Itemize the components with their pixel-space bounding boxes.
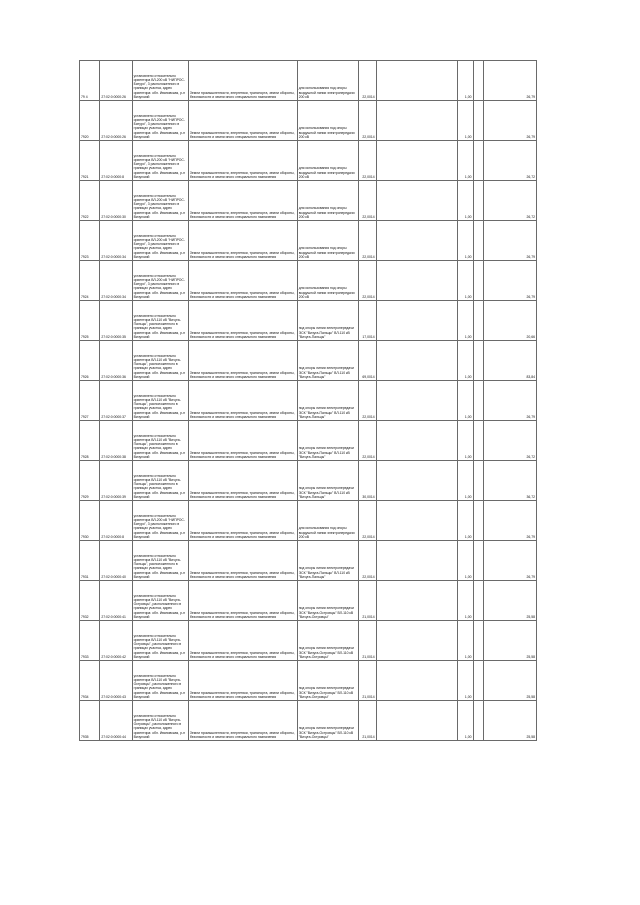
- land-category: Земли промышленности, энергетики, транспорта, земли обороны, безопасности и земли иного специального назначения: [188, 701, 297, 741]
- empty-cell: [376, 581, 457, 621]
- land-category: Земли промышленности, энергетики, транспорта, земли обороны, безопасности и земли иного специального назначения: [188, 141, 297, 181]
- rate-value: 83,84: [484, 341, 537, 381]
- location-description: установлено относительно ориентира ВЛ-110 кВ "Вичуга-Пальцы", расположенного в границах участка, адрес ориентира: обл. Ивановская, р-н Вичугский: [132, 341, 188, 381]
- land-category: Земли промышленности, энергетики, транспорта, земли обороны, безопасности и земли иного специального назначения: [188, 101, 297, 141]
- empty-cell: [376, 221, 457, 261]
- permitted-use: под опоры линии электропередачи ЭСК "Вичуга-Пальцы" ВЛ-110 кВ "Вичуга-Пальцы": [297, 421, 358, 461]
- location-description: установлено относительно ориентира ВЛ-200 кВ "НИПРОС-Батуро", 3 расположенного в границах участка, адрес ориентира: обл. Ивановская, р-н Вичугский: [132, 261, 188, 301]
- share-value: 1,00: [457, 621, 473, 661]
- empty-cell: [473, 61, 484, 101]
- share-value: 1,00: [457, 61, 473, 101]
- cadastral-number: 27:02:0:0000:36: [100, 341, 132, 381]
- cadastral-number: 27:02:0:0000:38: [100, 421, 132, 461]
- location-description: установлено относительно ориентира ВЛ-200 кВ "НИПРОС-Батуро", 3 расположенного в границах участка, адрес ориентира: обл. Ивановская, р-н Вичугский: [132, 141, 188, 181]
- share-value: 1,00: [457, 541, 473, 581]
- table-row: [80, 381, 537, 421]
- location-description: установлено относительно ориентира ВЛ-200 кВ "НИПРОС-Батуро", 3 расположенного в границах участка, адрес ориентира: обл. Ивановская, р-н Вичугский: [132, 501, 188, 541]
- rate-value: 26,79: [484, 541, 537, 581]
- cadastral-number: 27:02:0:0000:26: [100, 101, 132, 141]
- row-number: 7922: [80, 181, 100, 221]
- permitted-use: под опоры линии электропередачи ЭСК "Вичуга-Островцы" ВЛ-110 кВ "Вичуга-Островцы": [297, 701, 358, 741]
- row-number: 7923: [80, 221, 100, 261]
- permitted-use: для использования под опоры воздушной линии электропередачи 200 кВ: [297, 181, 358, 221]
- location-description: установлено относительно ориентира ВЛ-110 кВ "Вичуга-Пальцы", расположенного в границах участка, адрес ориентира: обл. Ивановская, р-н Вичугский: [132, 541, 188, 581]
- row-number: 79 4: [80, 61, 100, 101]
- location-description: установлено относительно ориентира ВЛ-110 кВ "Вичуга-Островцы", расположенного в границах участка, адрес ориентира: обл. Ивановская, р-н Вичугский: [132, 661, 188, 701]
- land-category: Земли промышленности, энергетики, транспорта, земли обороны, безопасности и земли иного специального назначения: [188, 661, 297, 701]
- location-description: установлено относительно ориентира ВЛ-200 кВ "НИПРОС-Батуро", 3 расположенного в границах участка, адрес ориентира: обл. Ивановская, р-н Вичугский: [132, 221, 188, 261]
- permitted-use: для использования под опоры воздушной линии электропередачи 200 кВ: [297, 61, 358, 101]
- rate-value: 25,58: [484, 661, 537, 701]
- share-value: 1,00: [457, 501, 473, 541]
- table-row: [80, 301, 537, 341]
- empty-cell: [376, 101, 457, 141]
- row-number: 7934: [80, 661, 100, 701]
- permitted-use: под опоры линии электропередачи ЭСК "Вичуга-Островцы" ВЛ-110 кВ "Вичуга-Островцы": [297, 661, 358, 701]
- land-registry-table: [79, 60, 537, 741]
- empty-cell: [473, 381, 484, 421]
- rate-value: 25,58: [484, 621, 537, 661]
- land-category: Земли промышленности, энергетики, транспорта, земли обороны, безопасности и земли иного специального назначения: [188, 221, 297, 261]
- empty-cell: [473, 301, 484, 341]
- permitted-use: под опоры линии электропередачи ЭСК "Вичуга-Пальцы" ВЛ-110 кВ "Вичуга-Пальцы": [297, 341, 358, 381]
- row-number: 7920: [80, 101, 100, 141]
- rate-value: 26,72: [484, 421, 537, 461]
- empty-cell: [473, 141, 484, 181]
- area-value: 21,0014: [358, 661, 376, 701]
- row-number: 7926: [80, 341, 100, 381]
- cadastral-number: 27:02:0:0000:39: [100, 461, 132, 501]
- share-value: 1,00: [457, 581, 473, 621]
- cadastral-number: 27:02:0:0000:41: [100, 581, 132, 621]
- row-number: 7921: [80, 141, 100, 181]
- location-description: установлено относительно ориентира ВЛ-200 кВ "НИПРОС-Батуро", 3 расположенного в границах участка, адрес ориентира: обл. Ивановская, р-н Вичугский: [132, 181, 188, 221]
- empty-cell: [376, 461, 457, 501]
- land-category: Земли промышленности, энергетики, транспорта, земли обороны, безопасности и земли иного специального назначения: [188, 341, 297, 381]
- empty-cell: [376, 301, 457, 341]
- permitted-use: для использования под опоры воздушной линии электропередачи 200 кВ: [297, 221, 358, 261]
- empty-cell: [473, 701, 484, 741]
- land-category: Земли промышленности, энергетики, транспорта, земли обороны, безопасности и земли иного специального назначения: [188, 581, 297, 621]
- rate-value: 26,79: [484, 501, 537, 541]
- table-row: [80, 461, 537, 501]
- land-category: Земли промышленности, энергетики, транспорта, земли обороны, безопасности и земли иного специального назначения: [188, 181, 297, 221]
- location-description: установлено относительно ориентира ВЛ-110 кВ "Вичуга-Пальцы", расположенного в границах участка, адрес ориентира: обл. Ивановская, р-н Вичугский: [132, 381, 188, 421]
- row-number: 7929: [80, 461, 100, 501]
- row-number: 7928: [80, 421, 100, 461]
- share-value: 1,00: [457, 141, 473, 181]
- cadastral-number: 27:02:0:0000:44: [100, 701, 132, 741]
- table-row: [80, 141, 537, 181]
- rate-value: 26,79: [484, 381, 537, 421]
- permitted-use: под опоры линии электропередачи ЭСК "Вичуга-Островцы" ВЛ-110 кВ "Вичуга-Островцы": [297, 581, 358, 621]
- empty-cell: [376, 501, 457, 541]
- location-description: установлено относительно ориентира ВЛ-110 кВ "Вичуга-Островцы", расположенного в границах участка, адрес ориентира: обл. Ивановская, р-н Вичугский: [132, 581, 188, 621]
- land-category: Земли промышленности, энергетики, транспорта, земли обороны, безопасности и земли иного специального назначения: [188, 541, 297, 581]
- permitted-use: для использования под опоры воздушной линии электропередачи 200 кВ: [297, 501, 358, 541]
- area-value: 21,0014: [358, 581, 376, 621]
- area-value: 17,0014: [358, 301, 376, 341]
- table-row: [80, 621, 537, 661]
- empty-cell: [473, 541, 484, 581]
- area-value: 22,0014: [358, 501, 376, 541]
- empty-cell: [473, 661, 484, 701]
- table-row: [80, 181, 537, 221]
- cadastral-number: 27:02:0:0000:26: [100, 61, 132, 101]
- table-row: [80, 101, 537, 141]
- rate-value: 26,72: [484, 141, 537, 181]
- area-value: 30,0014: [358, 461, 376, 501]
- rate-value: 25,58: [484, 701, 537, 741]
- row-number: 7930: [80, 501, 100, 541]
- land-registry-body: [80, 61, 537, 741]
- permitted-use: под опоры линии электропередачи ЭСК "Вичуга-Пальцы" ВЛ-110 кВ "Вичуга-Пальцы": [297, 381, 358, 421]
- location-description: установлено относительно ориентира ВЛ-110 кВ "Вичуга-Островцы", расположенного в границах участка, адрес ориентира: обл. Ивановская, р-н Вичугский: [132, 701, 188, 741]
- cadastral-number: 27:02:0:0000:34: [100, 261, 132, 301]
- area-value: 22,0014: [358, 381, 376, 421]
- land-category: Земли промышленности, энергетики, транспорта, земли обороны, безопасности и земли иного специального назначения: [188, 261, 297, 301]
- share-value: 1,00: [457, 101, 473, 141]
- area-value: 69,0014: [358, 341, 376, 381]
- cadastral-number: 27:02:0:0000:42: [100, 621, 132, 661]
- area-value: 21,0014: [358, 621, 376, 661]
- empty-cell: [376, 61, 457, 101]
- permitted-use: под опоры линии электропередачи ЭСК "Вичуга-Пальцы" ВЛ-110 кВ "Вичуга-Пальцы": [297, 461, 358, 501]
- location-description: установлено относительно ориентира ВЛ-110 кВ "Вичуга-Пальцы", расположенного в границах участка, адрес ориентира: обл. Ивановская, р-н Вичугский: [132, 461, 188, 501]
- empty-cell: [473, 261, 484, 301]
- cadastral-number: 27:02:0:0000:30: [100, 181, 132, 221]
- area-value: 22,0014: [358, 181, 376, 221]
- row-number: 7932: [80, 581, 100, 621]
- empty-cell: [473, 461, 484, 501]
- table-row: [80, 221, 537, 261]
- location-description: установлено относительно ориентира ВЛ-110 кВ "Вичуга-Островцы", расположенного в границах участка, адрес ориентира: обл. Ивановская, р-н Вичугский: [132, 621, 188, 661]
- area-value: 22,0014: [358, 101, 376, 141]
- cadastral-number: 27:02:0:0000:8: [100, 141, 132, 181]
- empty-cell: [473, 501, 484, 541]
- table-row: [80, 581, 537, 621]
- land-category: Земли промышленности, энергетики, транспорта, земли обороны, безопасности и земли иного специального назначения: [188, 61, 297, 101]
- share-value: 1,00: [457, 701, 473, 741]
- permitted-use: для использования под опоры воздушной линии электропередачи 200 кВ: [297, 101, 358, 141]
- permitted-use: для использования под опоры воздушной линии электропередачи 200 кВ: [297, 261, 358, 301]
- permitted-use: под опоры линии электропередачи ЭСК "Вичуга-Островцы" ВЛ-110 кВ "Вичуга-Островцы": [297, 621, 358, 661]
- rate-value: 26,79: [484, 221, 537, 261]
- location-description: установлено относительно ориентира ВЛ-110 кВ "Вичуга-Пальцы", расположенного в границах участка, адрес ориентира: обл. Ивановская, р-н Вичугский: [132, 421, 188, 461]
- empty-cell: [473, 421, 484, 461]
- table-row: [80, 501, 537, 541]
- permitted-use: для использования под опоры воздушной линии электропередачи 200 кВ: [297, 141, 358, 181]
- rate-value: 36,72: [484, 461, 537, 501]
- empty-cell: [376, 701, 457, 741]
- empty-cell: [376, 141, 457, 181]
- share-value: 1,00: [457, 261, 473, 301]
- cadastral-number: 27:02:0:0000:37: [100, 381, 132, 421]
- rate-value: 26,79: [484, 61, 537, 101]
- land-category: Земли промышленности, энергетики, транспорта, земли обороны, безопасности и земли иного специального назначения: [188, 301, 297, 341]
- empty-cell: [473, 181, 484, 221]
- rate-value: 25,58: [484, 581, 537, 621]
- empty-cell: [376, 421, 457, 461]
- share-value: 1,00: [457, 341, 473, 381]
- empty-cell: [376, 381, 457, 421]
- area-value: 22,0014: [358, 261, 376, 301]
- row-number: 7935: [80, 701, 100, 741]
- area-value: 21,0014: [358, 701, 376, 741]
- rate-value: 26,79: [484, 261, 537, 301]
- row-number: 7933: [80, 621, 100, 661]
- share-value: 1,00: [457, 381, 473, 421]
- table-row: [80, 541, 537, 581]
- rate-value: 26,79: [484, 101, 537, 141]
- land-category: Земли промышленности, энергетики, транспорта, земли обороны, безопасности и земли иного специального назначения: [188, 461, 297, 501]
- cadastral-number: 27:02:0:0000:43: [100, 661, 132, 701]
- row-number: 7931: [80, 541, 100, 581]
- row-number: 7925: [80, 301, 100, 341]
- empty-cell: [376, 661, 457, 701]
- table-row: [80, 61, 537, 101]
- share-value: 1,00: [457, 221, 473, 261]
- empty-cell: [376, 181, 457, 221]
- area-value: 22,0014: [358, 541, 376, 581]
- area-value: 22,0014: [358, 421, 376, 461]
- rate-value: 20,66: [484, 301, 537, 341]
- rate-value: 26,72: [484, 181, 537, 221]
- empty-cell: [473, 101, 484, 141]
- table-row: [80, 661, 537, 701]
- location-description: установлено относительно ориентира ВЛ-200 кВ "НИПРОС-Батуро", 3 расположенного в границах участка, адрес ориентира: обл. Ивановская, р-н Вичугский: [132, 61, 188, 101]
- cadastral-number: 27:02:0:0000:35: [100, 301, 132, 341]
- row-number: 7927: [80, 381, 100, 421]
- land-category: Земли промышленности, энергетики, транспорта, земли обороны, безопасности и земли иного специального назначения: [188, 421, 297, 461]
- location-description: установлено относительно ориентира ВЛ-200 кВ "НИПРОС-Батуро", 3 расположенного в границах участка, адрес ориентира: обл. Ивановская, р-н Вичугский: [132, 101, 188, 141]
- area-value: 22,0014: [358, 61, 376, 101]
- location-description: установлено относительно ориентира ВЛ-110 кВ "Вичуга-Пальцы", расположенного в границах участка, адрес ориентира: обл. Ивановская, р-н Вичугский: [132, 301, 188, 341]
- empty-cell: [473, 581, 484, 621]
- empty-cell: [473, 221, 484, 261]
- share-value: 1,00: [457, 461, 473, 501]
- land-category: Земли промышленности, энергетики, транспорта, земли обороны, безопасности и земли иного специального назначения: [188, 621, 297, 661]
- share-value: 1,00: [457, 301, 473, 341]
- table-row: [80, 701, 537, 741]
- table-row: [80, 421, 537, 461]
- share-value: 1,00: [457, 181, 473, 221]
- cadastral-number: 27:02:0:0000:8: [100, 501, 132, 541]
- share-value: 1,00: [457, 421, 473, 461]
- empty-cell: [376, 261, 457, 301]
- permitted-use: под опоры линии электропередачи ЭСК "Вичуга-Пальцы" ВЛ-110 кВ "Вичуга-Пальцы": [297, 301, 358, 341]
- row-number: 7924: [80, 261, 100, 301]
- table-row: [80, 261, 537, 301]
- share-value: 1,00: [457, 661, 473, 701]
- cadastral-number: 27:02:0:0000:40: [100, 541, 132, 581]
- empty-cell: [473, 621, 484, 661]
- empty-cell: [376, 621, 457, 661]
- table-row: [80, 341, 537, 381]
- area-value: 22,0014: [358, 141, 376, 181]
- land-category: Земли промышленности, энергетики, транспорта, земли обороны, безопасности и земли иного специального назначения: [188, 381, 297, 421]
- land-category: Земли промышленности, энергетики, транспорта, земли обороны, безопасности и земли иного специального назначения: [188, 501, 297, 541]
- area-value: 22,0014: [358, 221, 376, 261]
- cadastral-number: 27:02:0:0000:34: [100, 221, 132, 261]
- permitted-use: под опоры линии электропередачи ЭСК "Вичуга-Пальцы" ВЛ-110 кВ "Вичуга-Пальцы": [297, 541, 358, 581]
- empty-cell: [376, 541, 457, 581]
- empty-cell: [376, 341, 457, 381]
- empty-cell: [473, 341, 484, 381]
